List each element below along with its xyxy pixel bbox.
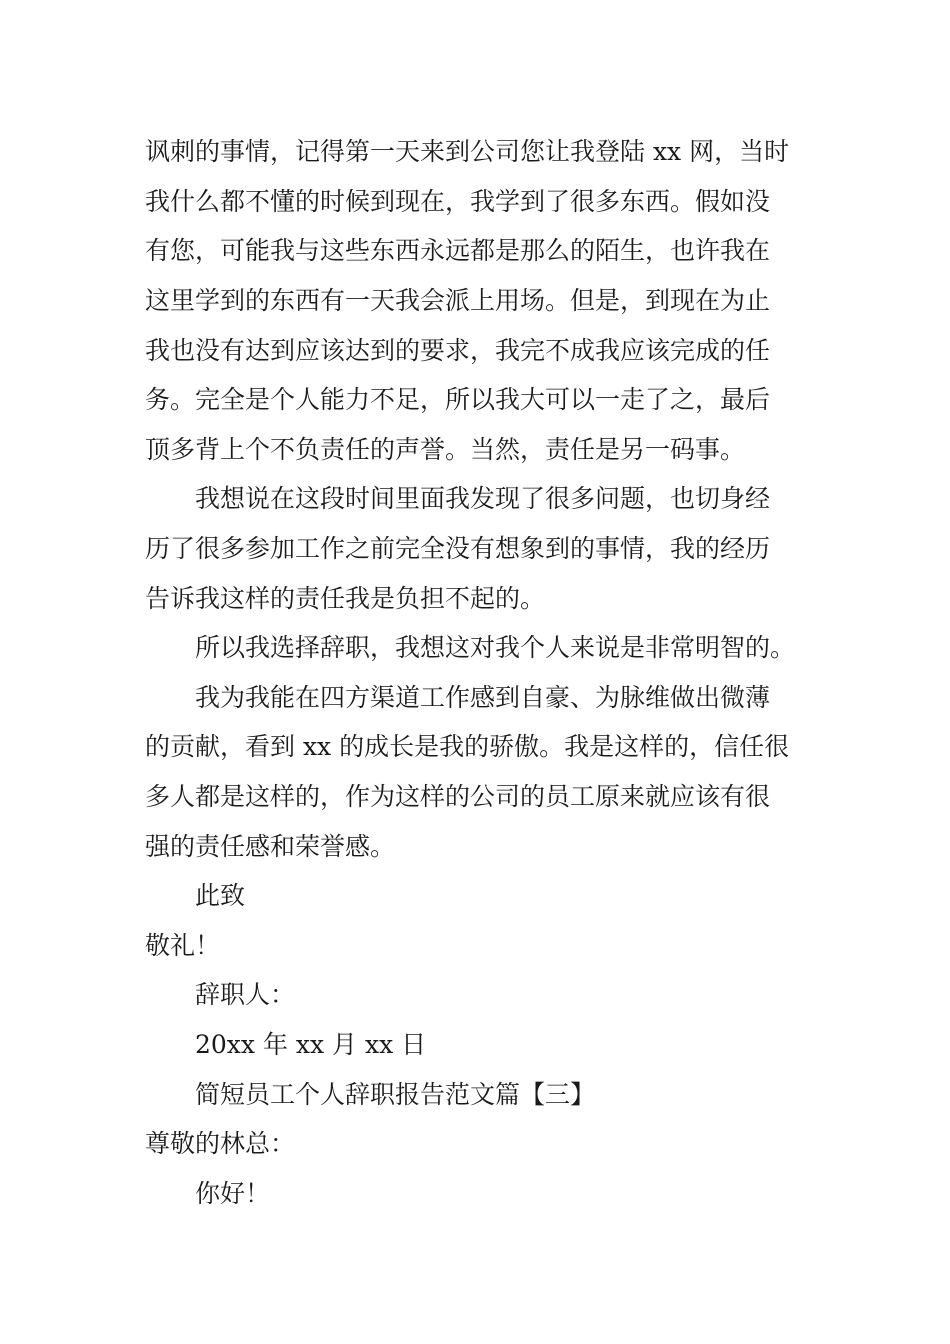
section-heading: 简短员工个人辞职报告范文篇【三】 (195, 1080, 596, 1109)
paragraph-3-line-1: 所以我选择辞职，我想这对我个人来说是非常明智的。 (195, 633, 796, 662)
paragraph-1-line-1: 讽刺的事情，记得第一天来到公司您让我登陆 xx 网，当时 (145, 137, 790, 166)
greeting: 你好！ (195, 1179, 271, 1208)
paragraph-4-line-3: 多人都是这样的，作为这样的公司的员工原来就应该有很 (145, 782, 771, 811)
paragraph-4-line-4: 强的责任感和荣誉感。 (145, 832, 396, 861)
closing-ci-zhi: 此致 (195, 881, 246, 910)
paragraph-2-line-2: 历了很多参加工作之前完全没有想象到的事情，我的经历 (145, 534, 771, 563)
paragraph-2-line-1: 我想说在这段时间里面我发现了很多问题，也切身经 (195, 484, 771, 513)
paragraph-4-line-1: 我为我能在四方渠道工作感到自豪、为脉维做出微薄 (195, 683, 771, 712)
paragraph-1-line-4: 这里学到的东西有一天我会派上用场。但是，到现在为止 (145, 286, 771, 315)
paragraph-1-line-5: 我也没有达到应该达到的要求，我完不成我应该完成的任 (145, 336, 771, 365)
salutation: 尊敬的林总： (145, 1129, 296, 1158)
paragraph-1-line-6: 务。完全是个人能力不足，所以我大可以一走了之，最后 (145, 385, 771, 414)
signature-date: 20xx 年 xx 月 xx 日 (195, 1030, 427, 1059)
paragraph-1-line-3: 有您，可能我与这些东西永远都是那么的陌生，也许我在 (145, 236, 771, 265)
paragraph-1-line-2: 我什么都不懂的时候到现在，我学到了很多东西。假如没 (145, 187, 771, 216)
paragraph-4-line-2: 的贡献，看到 xx 的成长是我的骄傲。我是这样的，信任很 (145, 732, 790, 761)
closing-jing-li: 敬礼！ (145, 931, 221, 960)
paragraph-2-line-3: 告诉我这样的责任我是负担不起的。 (145, 584, 546, 613)
signer-label: 辞职人： (195, 980, 296, 1009)
paragraph-1-line-7: 顶多背上个不负责任的声誉。当然，责任是另一码事。 (145, 435, 746, 464)
